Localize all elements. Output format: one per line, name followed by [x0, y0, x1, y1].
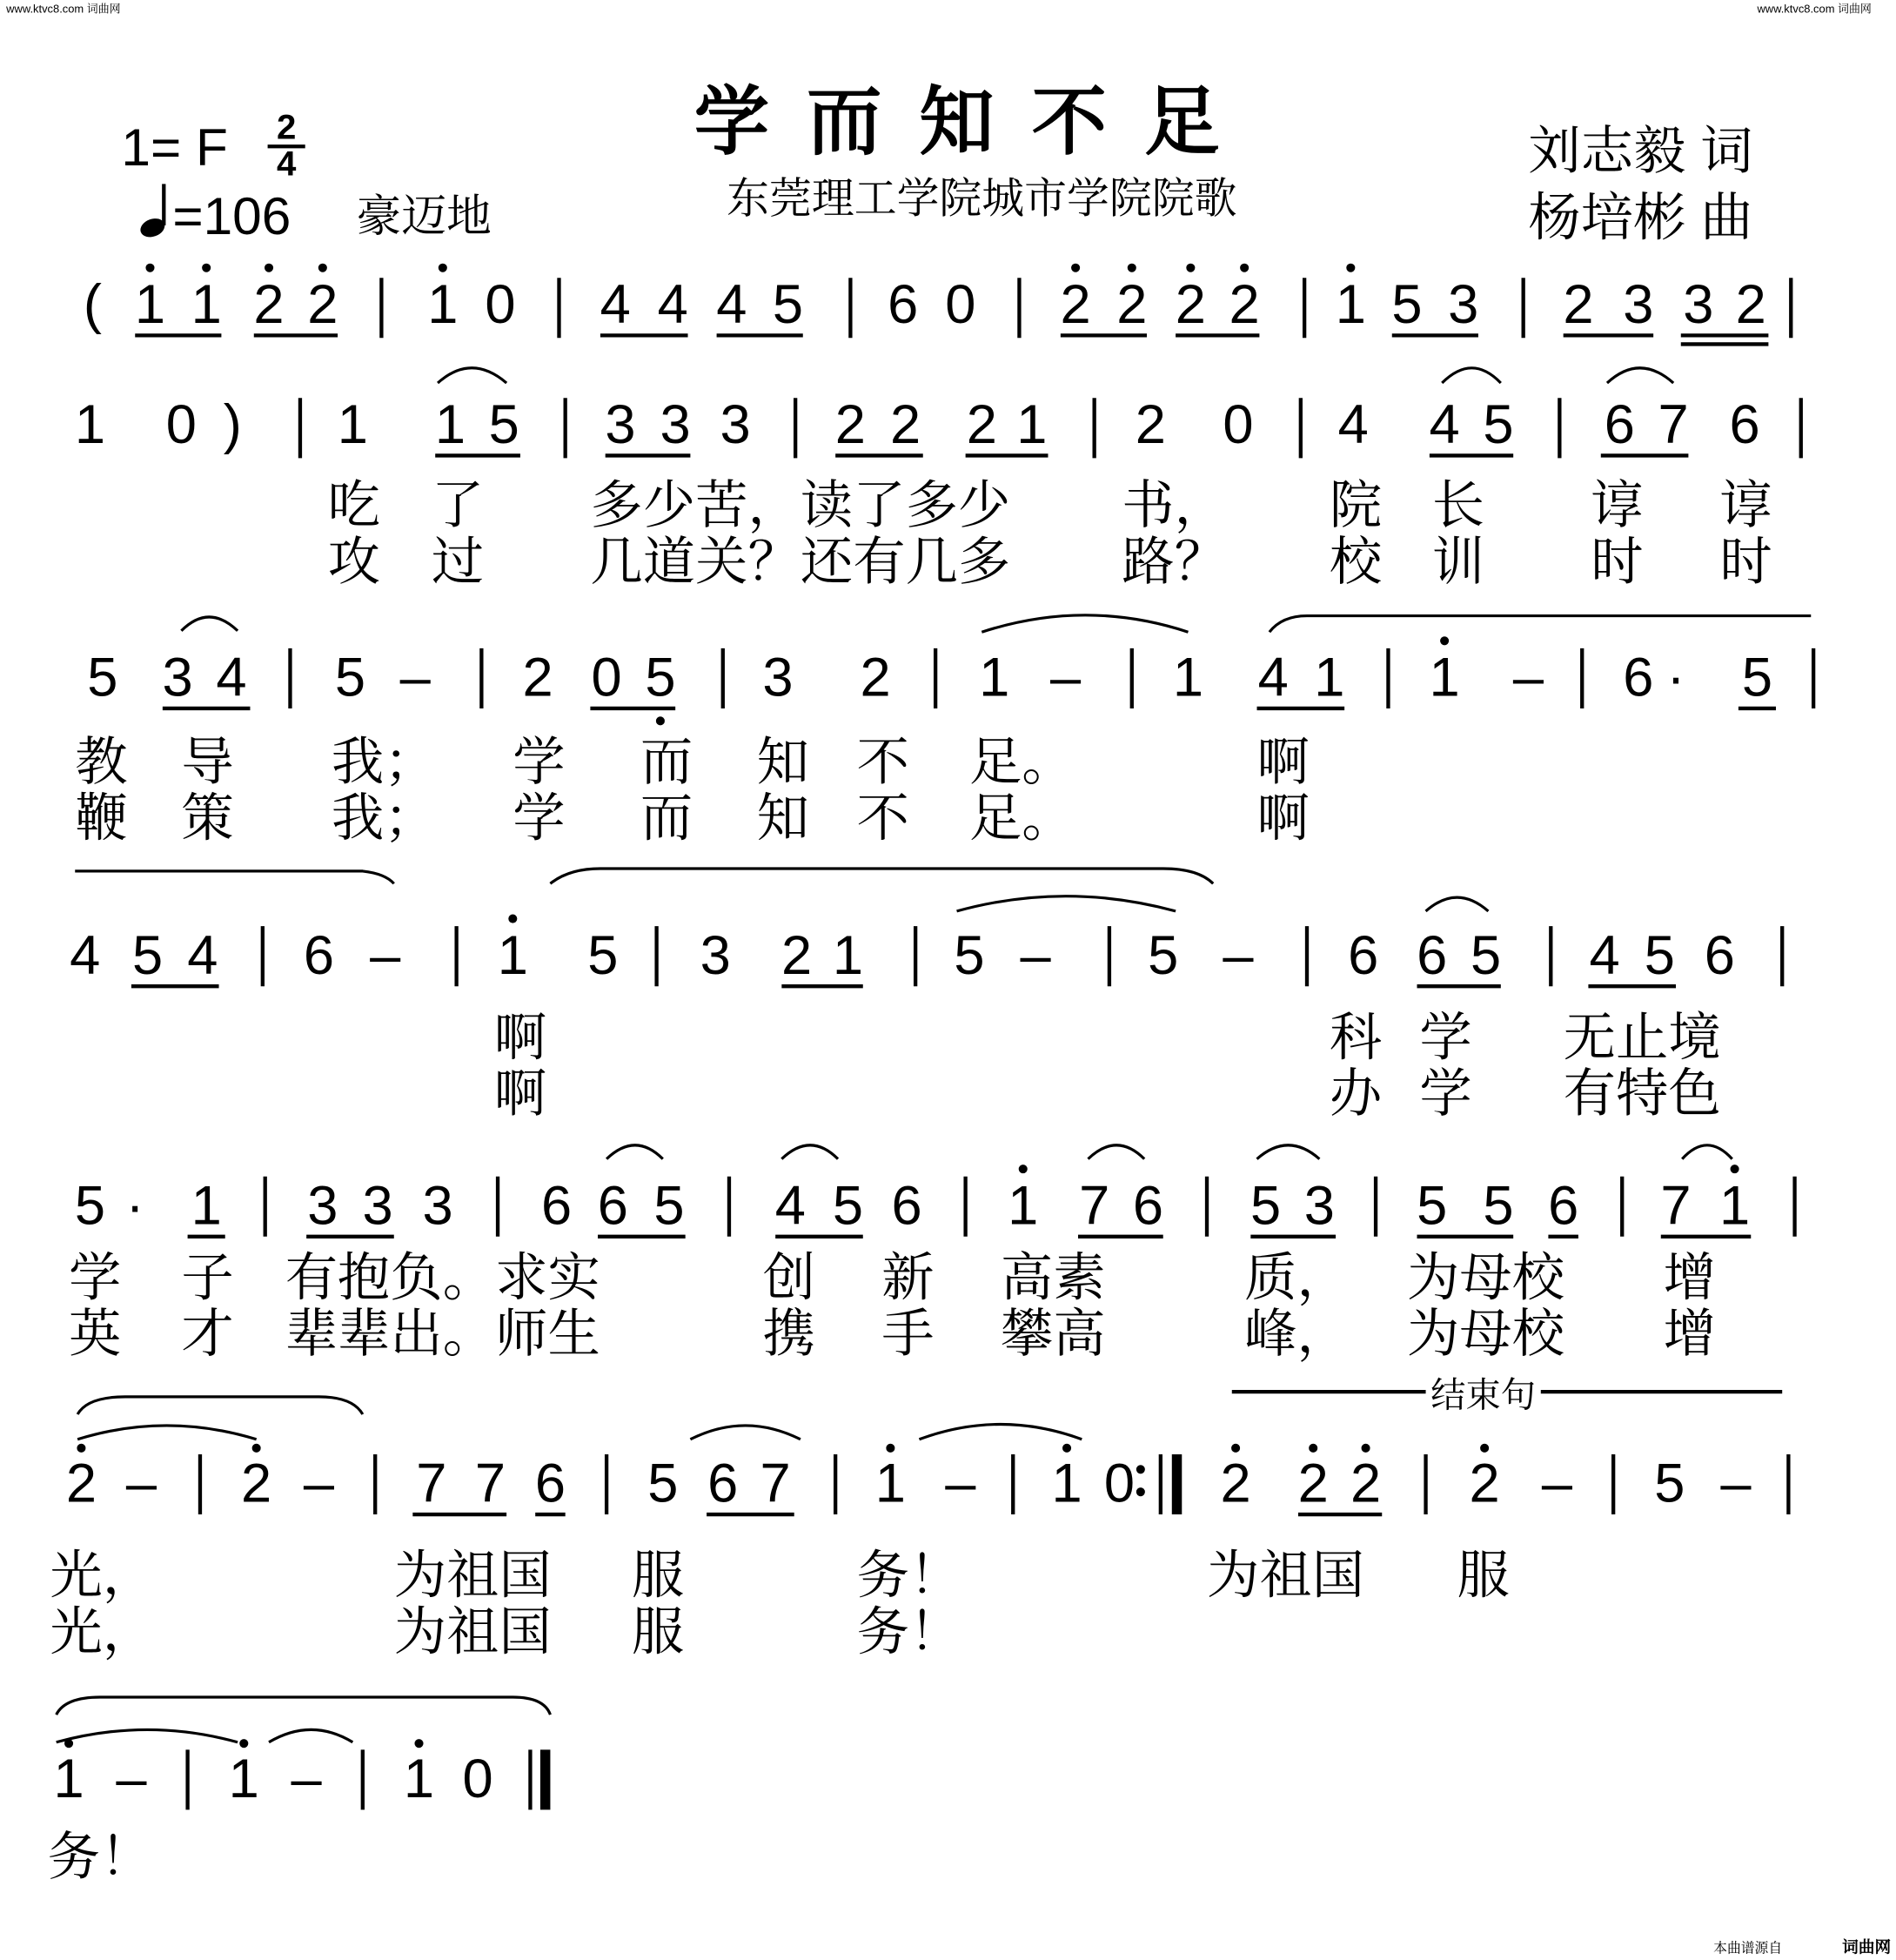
note: 1	[74, 394, 106, 456]
lyric: 时	[1591, 531, 1644, 593]
lyric: 为祖国	[393, 1601, 552, 1663]
note: 4	[187, 924, 218, 986]
time-bottom: 4	[276, 144, 297, 184]
note: 5	[832, 1175, 864, 1237]
note: 2	[65, 1453, 97, 1514]
note: 2	[860, 647, 891, 708]
lyric: 创	[762, 1247, 816, 1309]
note: 3	[422, 1175, 453, 1237]
paren-open: (	[83, 274, 102, 336]
tempo: =106	[172, 185, 291, 245]
note: –	[399, 647, 431, 708]
note: 2	[1735, 274, 1766, 336]
note: 3	[1448, 274, 1479, 336]
note: 2	[307, 274, 338, 336]
lyric: 不	[856, 788, 909, 849]
note: 6	[541, 1175, 573, 1237]
subtitle: 东莞理工学院城市学院院歌	[727, 175, 1237, 223]
note: 4	[774, 1175, 806, 1237]
note: 5	[1483, 1175, 1514, 1237]
note: 4	[716, 274, 747, 336]
lyric: 几道关？还有几多	[590, 531, 1011, 593]
lyric: 英	[69, 1304, 122, 1366]
note: 3	[700, 924, 731, 986]
note: –	[303, 1453, 335, 1514]
note: 1	[874, 1453, 906, 1514]
note: 1	[1314, 647, 1345, 708]
note: 1	[1016, 394, 1048, 456]
note: –	[291, 1749, 322, 1810]
end-phrase-label: 结束句	[1430, 1375, 1537, 1416]
lyric: 而	[640, 731, 693, 793]
note: 6	[1417, 924, 1448, 986]
note: 5	[1417, 1175, 1448, 1237]
note: 1	[497, 924, 528, 986]
lyric: 为母校	[1407, 1304, 1565, 1366]
lyric: 有抱负。求实	[285, 1247, 600, 1309]
note: 6	[1704, 924, 1735, 986]
lyric: 啊	[493, 1063, 547, 1124]
watermark-right: www.ktvc8.com 词曲网	[1757, 2, 1872, 16]
lyric: 子	[181, 1247, 234, 1309]
lyric: 光，	[50, 1545, 156, 1607]
note: 1	[191, 1175, 222, 1237]
note: 2	[241, 1453, 272, 1514]
lyric: 光，	[50, 1601, 156, 1663]
site-logo[interactable]: 词曲网	[1842, 1937, 1892, 1957]
note: 5	[954, 924, 985, 986]
note: 3	[660, 394, 691, 456]
lyric: 学	[513, 788, 566, 849]
note: –	[116, 1749, 147, 1810]
note: 4	[1589, 924, 1620, 986]
note: 5	[1654, 1453, 1685, 1514]
lyric: 吃	[327, 475, 380, 537]
note: –	[1223, 924, 1254, 986]
note: 1	[53, 1749, 84, 1810]
note: 3	[720, 394, 751, 456]
lyric: 携	[762, 1304, 816, 1366]
note: 1	[337, 394, 368, 456]
note: 1	[403, 1749, 435, 1810]
note: 1	[832, 924, 864, 986]
note: 5	[1470, 924, 1502, 986]
lyric: 质，	[1244, 1247, 1350, 1309]
lyric: 知	[756, 788, 809, 849]
paren-close: )	[223, 394, 242, 456]
note: 6	[1729, 394, 1760, 456]
note: 4	[216, 647, 247, 708]
note: 6	[888, 274, 919, 336]
note: 0	[1103, 1453, 1136, 1514]
note: –	[1720, 1453, 1752, 1514]
lyric: 了	[431, 475, 485, 537]
note: 2	[253, 274, 285, 336]
lyric: 服	[631, 1545, 685, 1607]
note: –	[370, 924, 401, 986]
note: 2	[890, 394, 921, 456]
lyric: 为祖国	[393, 1545, 552, 1607]
lyric: 长	[1431, 475, 1485, 537]
note: 7	[1079, 1175, 1110, 1237]
note: –	[1541, 1453, 1573, 1514]
note: 3	[762, 647, 794, 708]
note: 1	[1008, 1175, 1039, 1237]
note: 2	[522, 647, 553, 708]
lyric: 务！	[47, 1827, 153, 1889]
lyric: 服	[631, 1601, 685, 1663]
note: 1	[191, 274, 222, 336]
note: 0	[591, 647, 622, 708]
note: –	[945, 1453, 976, 1514]
note: 1	[228, 1749, 259, 1810]
note: 3	[1623, 274, 1654, 336]
note: 3	[605, 394, 636, 456]
note: 2	[1350, 1453, 1382, 1514]
note: –	[1512, 647, 1544, 708]
lyric: 多少苦，读了多少	[590, 475, 1011, 537]
note: 4	[1257, 647, 1289, 708]
note: 5	[334, 647, 366, 708]
note: 6	[1604, 394, 1635, 456]
note: 0	[1223, 394, 1254, 456]
lyric: 而	[640, 788, 693, 849]
lyric: 策	[181, 788, 234, 849]
lyric: 鞭	[75, 788, 128, 849]
note: 2	[1563, 274, 1594, 336]
note: 1	[427, 274, 459, 336]
note: 3	[1303, 1175, 1335, 1237]
note: 1	[1051, 1453, 1082, 1514]
note: 6	[1132, 1175, 1164, 1237]
note: 5	[647, 1453, 679, 1514]
lyric: 校	[1329, 531, 1383, 593]
note: 4	[1429, 394, 1460, 456]
lyric: 峰，	[1244, 1304, 1350, 1366]
lyric: 攻	[327, 531, 380, 593]
note: 4	[600, 274, 631, 336]
note: 2	[1135, 394, 1166, 456]
lyric: 谆	[1719, 475, 1772, 537]
note: 3	[162, 647, 193, 708]
lyric: 导	[181, 731, 234, 793]
watermark-left: www.ktvc8.com 词曲网	[6, 2, 121, 16]
lyrics-verse-1	[69, 1247, 1716, 1308]
note: 3	[1683, 274, 1714, 336]
note: 0	[945, 274, 976, 336]
note: 2	[834, 394, 866, 456]
note: 4	[70, 924, 101, 986]
lyric: 足。	[968, 731, 1075, 793]
note: 2	[1469, 1453, 1500, 1514]
lyric: 科	[1329, 1007, 1383, 1069]
note: 0	[462, 1749, 493, 1810]
lyric: 教	[75, 731, 128, 793]
lyrics-verse-2	[69, 1304, 1716, 1365]
note: 5	[1483, 394, 1514, 456]
note: 5	[772, 274, 804, 336]
lyric: 时	[1719, 531, 1772, 593]
note: 2	[966, 394, 997, 456]
lyric: 足。	[968, 788, 1075, 849]
lyric: 啊	[493, 1007, 547, 1069]
lyric: 务！	[856, 1545, 962, 1607]
note: 6	[1548, 1175, 1579, 1237]
note: 7	[1658, 394, 1689, 456]
note: 5	[132, 924, 164, 986]
note: 2	[1116, 274, 1148, 336]
lyric: 过	[431, 531, 485, 593]
source-label: 本曲谱源自	[1713, 1941, 1783, 1957]
lyric: 有特色	[1563, 1063, 1721, 1124]
lyric: 服	[1457, 1545, 1510, 1607]
note: 2	[1220, 1453, 1251, 1514]
note: 1	[1718, 1175, 1751, 1237]
note: 5	[645, 647, 676, 708]
note: 6	[534, 1453, 566, 1514]
page-title: 学而知不足	[693, 77, 1257, 166]
lyric: 辈辈出。师生	[285, 1304, 600, 1366]
augmentation-dot: ·	[125, 1175, 144, 1237]
note: 1	[1429, 647, 1460, 708]
note: 1	[134, 274, 166, 336]
note: 5	[587, 924, 619, 986]
note: –	[1020, 924, 1051, 986]
note: 5	[87, 647, 118, 708]
note: 7	[474, 1453, 506, 1514]
lyric: 学	[1419, 1063, 1472, 1124]
augmentation-dot: ·	[1666, 647, 1685, 708]
composer: 杨培彬 曲	[1528, 187, 1753, 247]
note: –	[1050, 647, 1082, 708]
note: 2	[1229, 274, 1260, 336]
lyric: 知	[756, 731, 809, 793]
note: 6	[303, 924, 335, 986]
note: 6	[1623, 647, 1654, 708]
key-signature: 1= F	[121, 117, 228, 177]
note: 5	[1391, 274, 1423, 336]
note: 1	[1335, 274, 1366, 336]
lyrics-verse-1	[48, 1827, 153, 1888]
lyric: 务！	[856, 1601, 962, 1663]
note: 5	[488, 394, 519, 456]
lyric: 啊	[1256, 788, 1310, 849]
note: 1	[979, 647, 1010, 708]
note: 6	[1348, 924, 1379, 986]
lyricist: 刘志毅 词	[1528, 121, 1753, 181]
note: 5	[1644, 924, 1675, 986]
lyric: 啊	[1256, 731, 1310, 793]
note: 7	[416, 1453, 447, 1514]
note: 6	[597, 1175, 628, 1237]
octave-dots	[508, 915, 517, 923]
note: 0	[485, 274, 516, 336]
lyric: 手	[881, 1304, 935, 1366]
note: 6	[891, 1175, 922, 1237]
lyric: 增	[1663, 1304, 1717, 1366]
note: 7	[760, 1453, 791, 1514]
note: 5	[1148, 924, 1179, 986]
lyric: 学	[69, 1247, 122, 1309]
note: –	[125, 1453, 157, 1514]
time-top: 2	[276, 107, 297, 147]
note: 4	[657, 274, 688, 336]
note: 2	[1175, 274, 1206, 336]
lyric: 不	[856, 731, 909, 793]
note: 2	[781, 924, 813, 986]
lyric: 为母校	[1407, 1247, 1565, 1309]
note: 3	[307, 1175, 338, 1237]
lyric: 学	[1419, 1007, 1472, 1069]
lyric: 书，	[1122, 475, 1228, 537]
note: 5	[653, 1175, 685, 1237]
lyric: 谆	[1591, 475, 1644, 537]
note: 5	[1249, 1175, 1282, 1237]
lyric: 我；	[331, 788, 437, 849]
note: 7	[1660, 1175, 1692, 1237]
note: 1	[1172, 647, 1204, 708]
lyric: 无止境	[1563, 1007, 1721, 1069]
note: 1	[434, 394, 466, 456]
lyric: 才	[181, 1304, 234, 1366]
lyric: 新	[881, 1247, 935, 1309]
note: 3	[362, 1175, 393, 1237]
note: 4	[1337, 394, 1369, 456]
tempo-style: 豪迈地	[356, 191, 492, 242]
lyric: 攀高	[1000, 1304, 1106, 1366]
note: 2	[1060, 274, 1091, 336]
note: 2	[1297, 1453, 1329, 1514]
note: 0	[165, 394, 198, 456]
note: 5	[1741, 647, 1773, 708]
lyric: 高素	[1000, 1247, 1106, 1309]
lyric: 路？	[1122, 531, 1228, 593]
lyric: 为祖国	[1207, 1545, 1365, 1607]
lyric: 学	[513, 731, 566, 793]
note: 5	[74, 1175, 106, 1237]
lyric: 办	[1329, 1063, 1383, 1124]
note: 6	[707, 1453, 739, 1514]
lyric: 我；	[331, 731, 437, 793]
lyric: 增	[1663, 1247, 1717, 1309]
lyric: 训	[1431, 531, 1485, 593]
lyric: 院	[1329, 475, 1383, 537]
